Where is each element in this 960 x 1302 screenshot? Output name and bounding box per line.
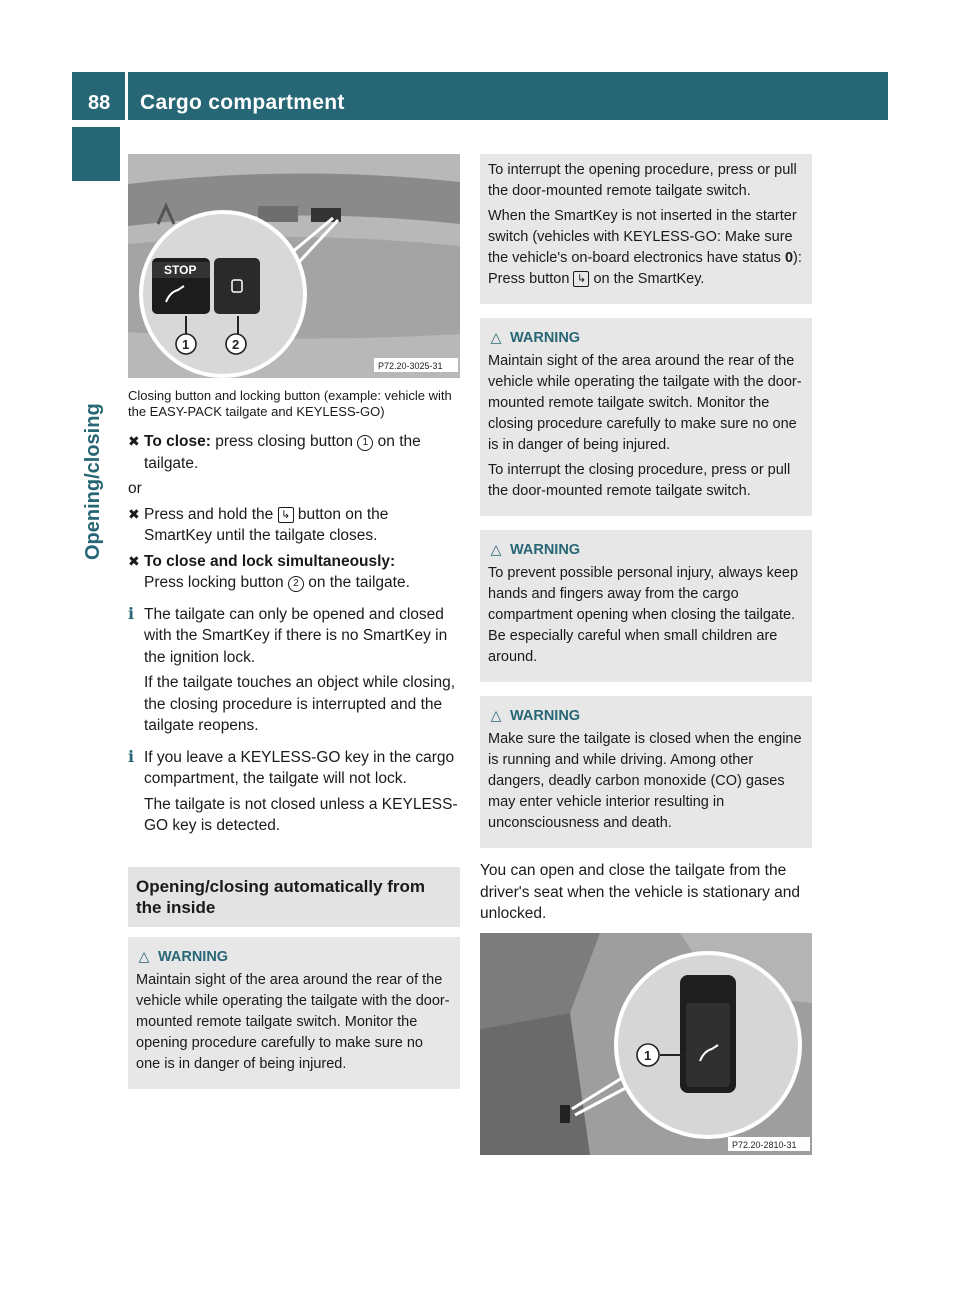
section-title: Cargo compartment [140, 91, 345, 114]
step-close-lock: ✖ To close and lock simultaneously: Press locking button 2 on the tailgate. [128, 552, 410, 591]
step-arrow-icon: ✖ [128, 552, 140, 569]
tailgate-key-icon: ↳ [573, 271, 589, 287]
callout-ref-1: 1 [357, 435, 373, 451]
warning-box-co: △ WARNING Make sure the tailgate is closed when the engine is running and while driving. Among other dangers, deadly carbon monoxide (CO) gases may enter vehicle interior resulting in unconsciousness and death. [480, 696, 812, 848]
warning-triangle-icon: △ [490, 329, 502, 345]
step-to-close: ✖ To close: press closing button 1 on the tailgate. [128, 433, 421, 472]
info-icon: i [128, 603, 135, 623]
header-divider [125, 72, 128, 120]
body-paragraph: You can open and close the tailgate from the driver's seat when the vehicle is stationary and unlocked. [480, 862, 801, 922]
tailgate-buttons-figure [128, 154, 460, 378]
subsection-heading: Opening/closing automatically from the inside [128, 867, 460, 927]
warning-box-opening: △ WARNING Maintain sight of the area around the rear of the vehicle while operating the tailgate with the door-mounted remote tailgate switch. Monitor the opening procedure carefully to make sure no one is in danger of being injured. [128, 937, 460, 1089]
left-column [128, 154, 460, 1089]
callout-2: 2 [232, 337, 240, 352]
info-icon: i [128, 746, 135, 766]
stop-label: STOP [164, 263, 197, 277]
callout-1: 1 [644, 1047, 652, 1063]
callout-ref-2: 2 [288, 576, 304, 592]
right-column [480, 154, 812, 1155]
figure-code: P72.20-2810-31 [732, 1139, 797, 1150]
page-header [72, 72, 888, 120]
warning-box-closing: △ WARNING Maintain sight of the area around the rear of the vehicle while operating the tailgate with the door-mounted remote tailgate switch. Monitor the closing procedure carefully to make sure no one is in danger of being injured. To interrupt the closing procedure, press or pull the door-mounted remote tailgate switch. [480, 318, 812, 516]
warning-triangle-icon: △ [490, 707, 502, 723]
note-keyless: i If you leave a KEYLESS-GO key in the cargo compartment, the tailgate will not lock. The tailgate is not closed unless a KEYLESS-GO key is detected. [128, 746, 458, 834]
door-switch-figure [480, 933, 812, 1155]
step-arrow-icon: ✖ [128, 505, 140, 522]
warning-triangle-icon: △ [490, 541, 502, 557]
step-press-hold: ✖ Press and hold the ↳ button on the SmartKey until the tailgate closes. [128, 505, 389, 544]
warning-triangle-icon: △ [138, 947, 150, 964]
note-smartkey: i The tailgate can only be opened and closed with the SmartKey if there is no SmartKey in the ignition lock. If the tailgate touches an object while closing, the closing procedure is interrupted and the tailgate reopens. [128, 603, 456, 734]
figure-caption: Closing button and locking button (example: vehicle with the EASY-PACK tailgate and KEYLESS-GO) [128, 388, 452, 419]
side-tab [72, 127, 120, 181]
callout-1: 1 [182, 337, 190, 352]
figure-code: P72.20-3025-31 [378, 361, 443, 371]
warning-box-injury: △ WARNING To prevent possible personal injury, always keep hands and fingers away from the cargo compartment opening when closing the tailgate. Be especially careful when small children are around. [480, 530, 812, 682]
or-text: or [128, 480, 142, 497]
step-arrow-icon: ✖ [128, 433, 140, 449]
page-number: 88 [88, 92, 111, 114]
info-box-interrupt: To interrupt the opening procedure, press or pull the door-mounted remote tailgate switch. When the SmartKey is not inserted in the starter switch (vehicles with KEYLESS-GO: Make sure the vehicle's on-board electronics have status 0): Press button ↳ on the SmartKey. [480, 154, 812, 304]
tailgate-key-icon: ↳ [278, 507, 294, 523]
